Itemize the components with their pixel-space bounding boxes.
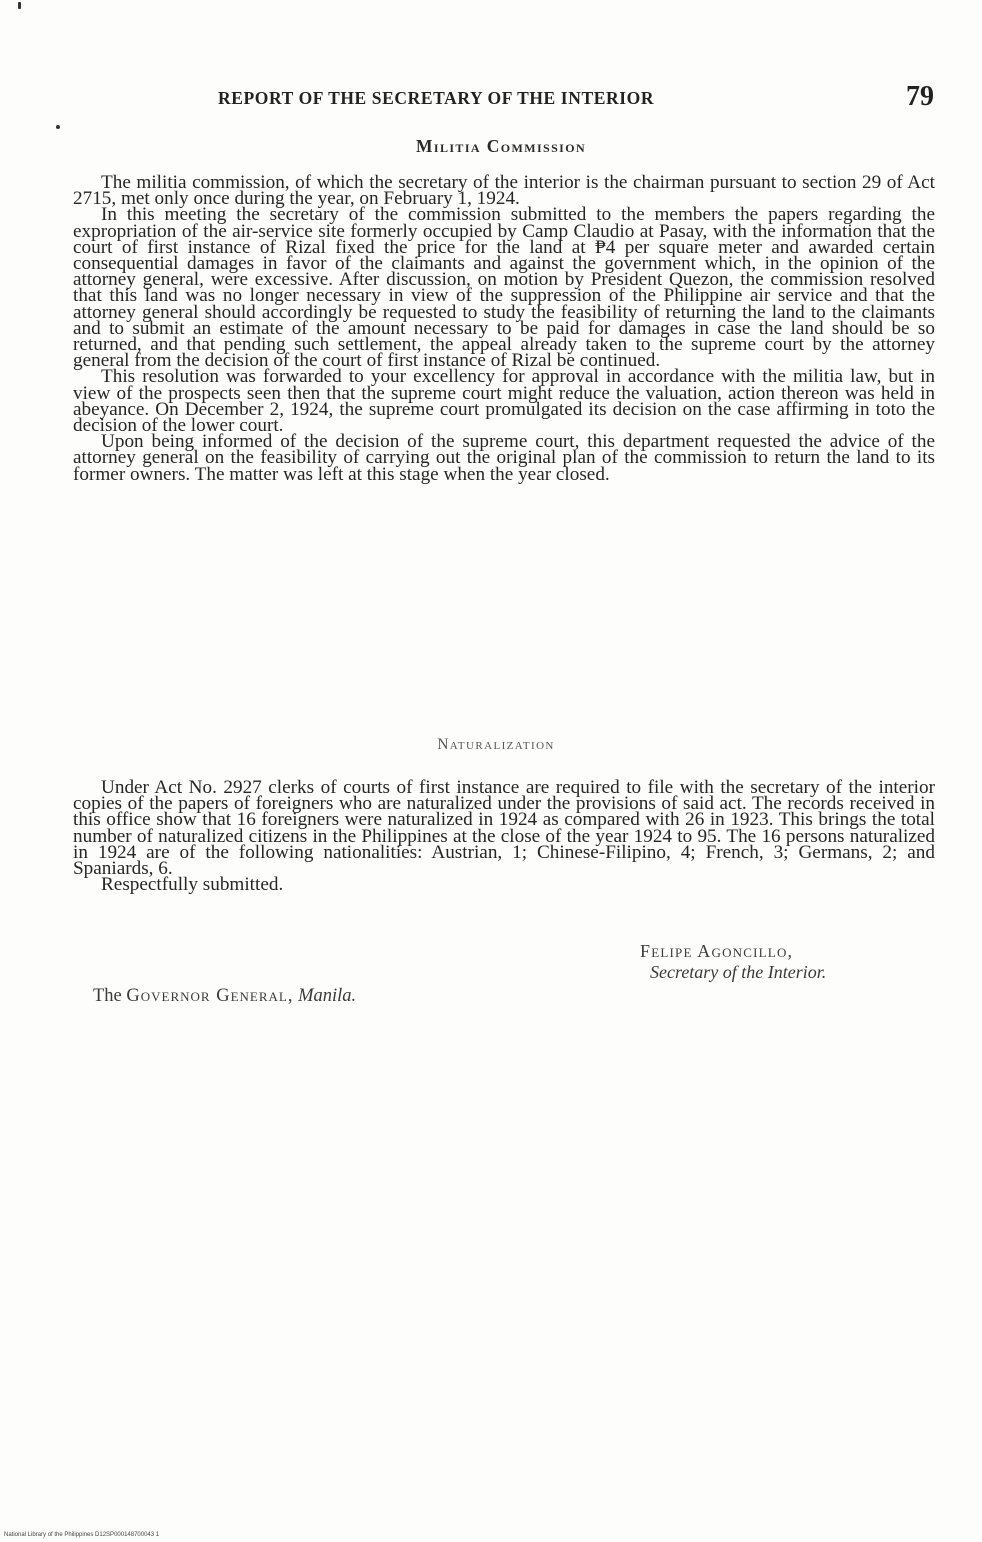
addressee-line [93,986,356,1007]
signature-block [640,941,826,983]
naturalization-section-body [73,777,935,896]
page-number: 79 [906,81,934,112]
addressee-place: Manila. [298,986,357,1006]
addressee-office: Governor General, [126,986,294,1006]
militia-section-body [73,172,935,485]
section-heading-militia: Militia Commission [415,136,587,156]
paragraph: Under Act No. 2927 clerks of courts of first instance are required to file with the secretary of the interior copies of the papers of foreigners who are naturalized under the provisions of said act. The records received in this office show that 16 foreigners were naturalized in 1924 as compared with 26 in 1923. This brings the total number of naturalized citizens in the Philippines at the close of the year 1924 to 95. The 16 persons naturalized in 1924 are of the following nationalities: Austrian, 1; Chinese-Filipino, 4; French, 3; Germans, 2; and Spaniards, 6. [73,777,935,880]
addressee-prefix: The [93,986,122,1006]
signatory-title: Secretary of the Interior. [650,962,827,982]
closing-line: Respectfully submitted. [101,874,284,896]
paragraph: The militia commission, of which the secretary of the interior is the chairman pursuant to section 29 of Act 2715, met only once during the year, on February 1, 1924. [73,172,935,210]
scan-credit-footer: National Library of the Philippines D12SP000148700043 1 [4,1532,160,1538]
paragraph: Upon being informed of the decision of the supreme court, this department requested the advice of the attorney general on the feasibility of carrying out the original plan of the commission to return the land to its former owners. The matter was left at this stage when the year closed. [73,431,935,485]
paragraph: In this meeting the secretary of the commission submitted to the members the papers regarding the expropriation of the air-service site formerly occupied by Camp Claudio at Pasay, with the information that the court of first instance of Rizal fixed the price for the land at ₱4 per square meter and awarded certain consequential damages in favor of the claimants and against the government which, in the opinion of the attorney general, were excessive. After discussion, on motion by President Quezon, the commission resolved that this land was no longer necessary in view of the suppression of the Philippine air service and that the attorney general should accordingly be requested to study the feasibility of returning the land to the claimants and to submit an estimate of the amount necessary to be paid for damages in case the land should be so returned, and that pending such settlement, the appeal already taken to the supreme court by the attorney general from the decision of the court of first instance of Rizal be continued. [73,204,935,372]
signatory-name: Felipe Agoncillo, [640,941,794,961]
paragraph: This resolution was forwarded to your excellency for approval in accordance with the militia law, but in view of the prospects seen then that the supreme court might reduce the valuation, action thereon was held in abeyance. On December 2, 1924, the supreme court promulgated its decision on the case affirming in toto the decision of the lower court. [73,366,935,437]
scan-speck [18,2,21,9]
running-head [0,81,982,116]
section-heading-naturalization: Naturalization [437,736,555,753]
running-title: REPORT OF THE SECRETARY OF THE INTERIOR [218,88,655,108]
scan-speck [56,125,60,129]
